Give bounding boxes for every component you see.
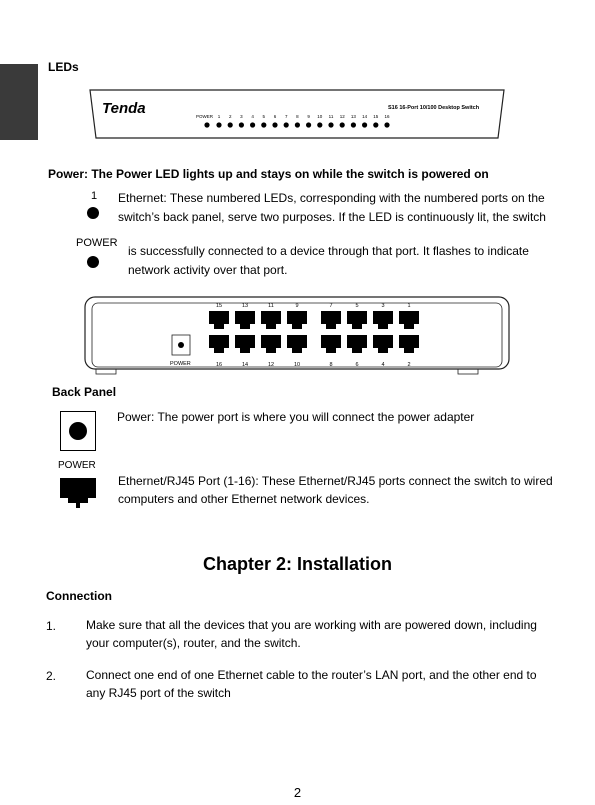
rj45-port-shape (373, 335, 393, 353)
front-led-dot (351, 122, 356, 127)
back-port-number-bottom: 10 (293, 362, 301, 368)
back-port-number-bottom: 8 (329, 362, 333, 368)
back-port-number-bottom: 14 (241, 362, 249, 368)
back-port-number-top: 1 (407, 303, 411, 309)
front-port-number: 11 (328, 114, 334, 119)
front-led-dot (272, 122, 277, 127)
front-port-number: 10 (317, 114, 323, 119)
rj45-port-shape (261, 311, 281, 329)
back-port-number-bottom: 4 (381, 362, 385, 368)
back-port-number-top: 5 (355, 303, 359, 309)
front-panel-svg (88, 88, 506, 142)
step-1-line-1: Make sure that all the devices that you are working with are powered down, including (86, 618, 537, 632)
ethernet-led-line-4: network activity over that port. (128, 263, 288, 277)
back-panel-illustration (82, 295, 512, 379)
connection-heading: Connection (46, 589, 112, 603)
front-port-number: 7 (284, 114, 288, 119)
front-port-number: 12 (339, 114, 345, 119)
power-port-icon (60, 411, 96, 451)
front-port-number: 6 (273, 114, 277, 119)
front-power-led-dot (204, 122, 209, 127)
rj45-port-icon (60, 478, 96, 508)
rj45-port-shape (261, 335, 281, 353)
back-port-number-bottom: 6 (355, 362, 359, 368)
brand-logo: Tenda (102, 100, 146, 117)
rj45-port-shape (347, 335, 367, 353)
side-tab-marker (0, 64, 38, 140)
rj45-port-shape (399, 311, 419, 329)
rj45-description-line-1: Ethernet/RJ45 Port (1-16): These Ethernet/RJ45 ports connect the switch to wired (118, 474, 553, 488)
back-port-number-top: 3 (381, 303, 385, 309)
back-port-number-bottom: 2 (407, 362, 411, 368)
rj45-port-shape (373, 311, 393, 329)
led-number-sample: 1 (91, 190, 98, 202)
front-port-number: 5 (262, 114, 266, 119)
leds-heading: LEDs (48, 60, 79, 74)
front-led-dot (295, 122, 300, 127)
step-2-number: 2. (46, 669, 57, 683)
front-led-dot (340, 122, 345, 127)
front-port-number: 14 (362, 114, 368, 119)
back-port-number-top: 11 (268, 303, 274, 309)
power-led-icon (87, 256, 99, 268)
rj45-port-shape (347, 311, 367, 329)
back-power-label: POWER (170, 361, 191, 367)
ethernet-led-line-1: Ethernet: These numbered LEDs, corresponding with the numbered ports on the (118, 191, 545, 205)
rj45-port-shape (235, 335, 255, 353)
front-led-dot (373, 122, 378, 127)
power-led-label: POWER (76, 237, 118, 249)
step-1-number: 1. (46, 619, 57, 633)
power-led-description: Power: The Power LED lights up and stays on while the switch is powered on (48, 167, 489, 181)
front-port-number: 2 (228, 114, 232, 119)
power-port-description: Power: The power port is where you will connect the power adapter (117, 410, 475, 424)
front-led-dot (306, 122, 311, 127)
front-led-dot (261, 122, 266, 127)
step-1-line-2: your computer(s), router, and the switch. (86, 636, 301, 650)
front-led-dot (362, 122, 367, 127)
back-port-number-top: 7 (329, 303, 333, 309)
front-led-dot (239, 122, 244, 127)
rj45-description-line-2: computers and other Ethernet network devices. (118, 492, 370, 506)
rj45-port-shape (399, 335, 419, 353)
chapter-title: Chapter 2: Installation (202, 554, 393, 574)
front-led-dot (328, 122, 333, 127)
ethernet-led-icon (87, 207, 99, 219)
back-port-number-top: 13 (241, 303, 249, 309)
front-port-number: 3 (240, 114, 243, 119)
step-2-line-2: any RJ45 port of the switch (86, 686, 231, 700)
front-led-dot (317, 122, 322, 127)
back-panel-svg (82, 295, 512, 379)
back-port-number-top: 9 (295, 303, 299, 309)
ethernet-led-line-2: switch’s back panel, serve two purposes. If the LED is continuously lit, the switch (118, 210, 546, 224)
model-label: S16 16-Port 10/100 Desktop Switch (388, 105, 480, 111)
front-port-number: 1 (217, 114, 221, 119)
front-led-dot (250, 122, 255, 127)
front-led-dot (216, 122, 221, 127)
rj45-port-shape (321, 335, 341, 353)
front-led-dot (228, 122, 233, 127)
step-2-line-1: Connect one end of one Ethernet cable to the router’s LAN port, and the other end to (86, 668, 537, 682)
front-port-number: 13 (350, 114, 356, 119)
rj45-port-shape (287, 311, 307, 329)
power-port-label: POWER (58, 460, 96, 471)
back-port-number-bottom: 16 (215, 362, 223, 368)
rj45-port-shape (209, 335, 229, 353)
back-port-number-top: 15 (215, 303, 223, 309)
front-port-number: 9 (307, 114, 310, 119)
front-panel-illustration (88, 88, 506, 142)
rj45-port-shape (287, 335, 307, 353)
front-port-number: 8 (296, 114, 299, 119)
page-number: 2 (293, 785, 302, 800)
rj45-port-shape (321, 311, 341, 329)
front-power-label: POWER (196, 114, 214, 119)
front-port-number: 15 (373, 114, 379, 119)
front-port-number: 4 (251, 114, 254, 119)
back-port-number-bottom: 12 (267, 362, 275, 368)
back-panel-heading: Back Panel (52, 385, 117, 399)
ethernet-led-line-3: is successfully connected to a device through that port. It flashes to indicate (128, 244, 529, 258)
front-led-dot (284, 122, 289, 127)
rj45-port-shape (209, 311, 229, 329)
rj45-port-shape (235, 311, 255, 329)
front-port-number: 16 (384, 114, 390, 119)
front-led-dot (384, 122, 389, 127)
